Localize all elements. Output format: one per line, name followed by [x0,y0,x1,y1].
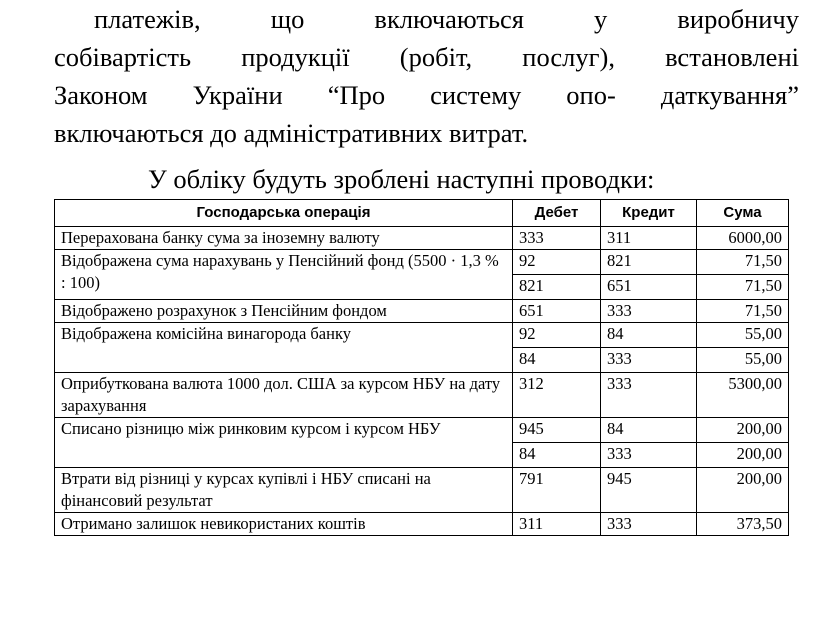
operation-cell: Оприбуткована валюта 1000 дол. США за курсом НБУ на дату зарахування [55,373,513,418]
paragraph-line: Законом України “Про систему опо- даткування” [54,80,799,110]
operation-cell: Втрати від різниці у курсах купівлі і НБУ списані на фінансовий результат [55,468,513,513]
debit-cell: 84 [513,443,601,468]
table-row [55,373,789,418]
header-operation: Господарська операція [55,200,513,227]
debit-cell: 92 [513,323,601,348]
paragraph-line: платежів, що включаються у виробничу [94,4,799,34]
sum-cell: 6000,00 [697,227,789,250]
sum-cell: 200,00 [697,443,789,468]
debit-cell: 312 [513,373,601,418]
table-row [55,227,789,250]
table-header-row [55,200,789,227]
credit-cell: 333 [601,373,697,418]
header-debit: Дебет [513,200,601,227]
credit-cell: 333 [601,513,697,536]
credit-cell: 333 [601,300,697,323]
operation-cell: Відображена комісійна винагорода банку [55,323,513,373]
header-credit: Кредит [601,200,697,227]
credit-cell: 84 [601,418,697,443]
operation-cell: Перерахована банку сума за іноземну валюту [55,227,513,250]
operation-cell: Списано різницю між ринковим курсом і курсом НБУ [55,418,513,468]
credit-cell: 945 [601,468,697,513]
credit-cell: 84 [601,323,697,348]
sum-cell: 5300,00 [697,373,789,418]
sum-cell: 200,00 [697,418,789,443]
table-row [55,323,789,348]
debit-cell: 333 [513,227,601,250]
sum-cell: 71,50 [697,300,789,323]
debit-cell: 311 [513,513,601,536]
entries-intro [148,160,798,198]
paragraph-line: У обліку будуть зроблені наступні проводки: [148,164,655,194]
sum-cell: 71,50 [697,275,789,300]
sum-cell: 55,00 [697,348,789,373]
header-sum: Сума [697,200,789,227]
sum-cell: 71,50 [697,250,789,275]
table-row [55,468,789,513]
intro-paragraph [54,0,799,152]
debit-cell: 791 [513,468,601,513]
operation-cell: Отримано залишок невикористаних коштів [55,513,513,536]
credit-cell: 651 [601,275,697,300]
operation-cell: Відображена сума нарахувань у Пенсійний фонд (5500 · 1,3 % : 100) [55,250,513,300]
debit-cell: 92 [513,250,601,275]
debit-cell: 84 [513,348,601,373]
sum-cell: 55,00 [697,323,789,348]
debit-cell: 821 [513,275,601,300]
table-row [55,250,789,275]
table-row [55,300,789,323]
debit-cell: 651 [513,300,601,323]
credit-cell: 333 [601,348,697,373]
entries-table [54,199,789,536]
sum-cell: 373,50 [697,513,789,536]
table-row [55,418,789,443]
paragraph-line: собівартість продукції (робіт, послуг), встановлені [54,42,799,72]
credit-cell: 333 [601,443,697,468]
debit-cell: 945 [513,418,601,443]
credit-cell: 821 [601,250,697,275]
table-row [55,513,789,536]
operation-cell: Відображено розрахунок з Пенсійним фондом [55,300,513,323]
paragraph-line: включаються до адміністративних витрат. [54,118,529,148]
sum-cell: 200,00 [697,468,789,513]
credit-cell: 311 [601,227,697,250]
